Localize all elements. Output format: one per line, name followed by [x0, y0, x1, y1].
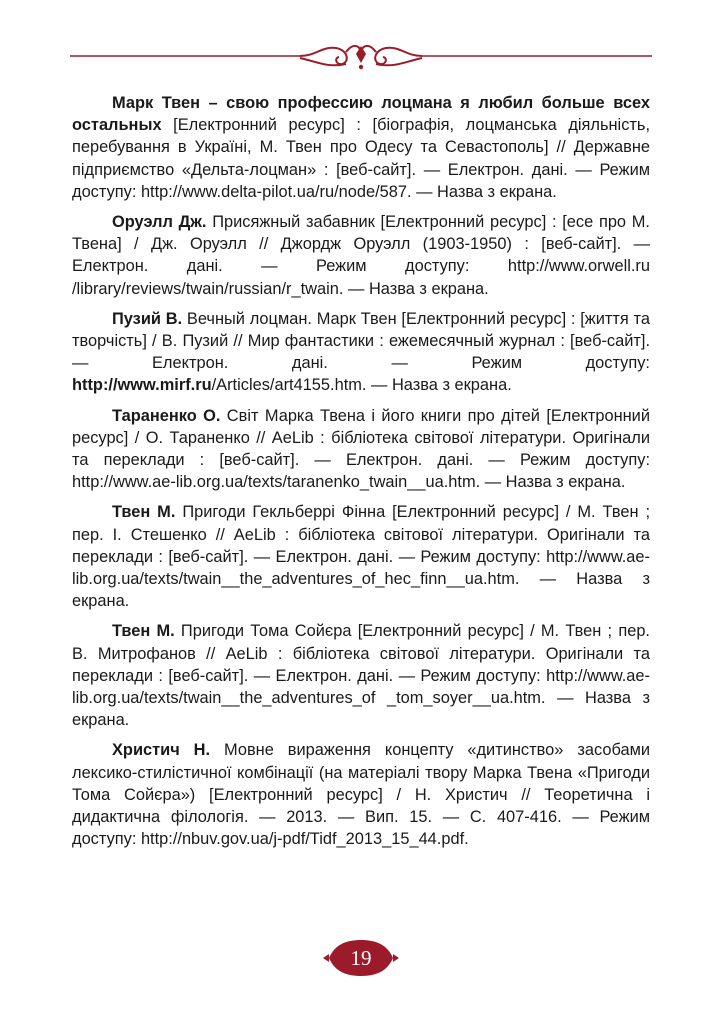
- entry-author: Твен М.: [112, 622, 175, 641]
- entry-author: Пузий В.: [112, 309, 183, 328]
- entry-text: Вечный лоцман. Марк Твен [Електронний ресурс] : [життя та творчість] / В. Пузий // Мир фантастики : ежемесячный журнал : [веб-сайт]. — Електрон. дані. — Режим доступу:: [72, 309, 650, 373]
- entry-text: Присяжный забавник [Електронний ресурс] : [есе про М. Твена] / Дж. Оруэлл // Джордж Оруэлл (1903-1950) : [веб-сайт]. — Електрон. дані. — Режим доступу: http://www.​orwell.ru /library/reviews/twain/russian/r_twain. — Назва з екрана.: [72, 213, 650, 298]
- entry-text: [Електронний ресурс] : [біографія, лоцманська діяльність, перебування в Україні, М. Твен про Одесу та Севастополь] // Державне підприємство «Дельта-лоцман» : [веб-сайт]. — Електрон. дані. — Режим доступу: http://www.delta-pilot.​ua/ru/node/587. — Назва з екрана.: [72, 116, 650, 201]
- entry-author: Тараненко О.: [112, 406, 221, 425]
- entry-text: Пригоди Тома Сойєра [Електронний ресурс] / М. Твен ; пер. В. Митрофанов // AeLib : бібліотека світової літератури. Оригінали та переклади : [веб-сайт]. — Електрон. дані. — Режим доступу: http://www.ae-lib.org.ua/texts/twain__​the_adventures_of _tom_soyer__ua.htm. — Назва з екрана.: [72, 622, 650, 730]
- bibliography-entry: [72, 739, 650, 850]
- entry-author: Христич Н.: [112, 741, 211, 760]
- bibliography-entry: [72, 308, 650, 397]
- entry-text: Пригоди Гекльберрі Фінна [Електронний ресурс] / М. Твен ; пер. І. Стешенко // AeLib : бібліотека світової літератури. Оригінали та переклади : [веб-сайт]. — Електрон. дані. — Режим доступу: http://www.ae-lib.org.ua/texts/twain__the_adventures_of​_hec_finn__ua.htm. — Назва з екрана.: [72, 503, 650, 611]
- bibliography-entry: [72, 92, 650, 203]
- bibliography-entry: [72, 405, 650, 494]
- bibliography-list: [72, 92, 650, 859]
- entry-link-bold: http://www.mirf.ru: [72, 376, 212, 395]
- bibliography-entry: [72, 620, 650, 731]
- bibliography-entry: [72, 501, 650, 612]
- page-number-badge: [321, 938, 401, 978]
- entry-link-rest: /Articles/art4155.htm. — Назва з екрана.: [211, 376, 512, 395]
- entry-author: Твен М.: [112, 503, 176, 522]
- entry-author: Оруэлл Дж.: [112, 213, 207, 232]
- bibliography-entry: [72, 211, 650, 300]
- entry-author: Марк Твен – свою профессию лоцмана я любил больше всех остальных: [72, 94, 650, 135]
- entry-text: Мовне вираження концепту «дитинство» засобами лексико-стилістичної комбінації (на матеріалі твору Марка Твена «Пригоди Тома Сойєра») [Електронний ресурс] / Н. Христич // Теоретична і дидактична філологія. — 2013. — Вип. 15. — С. 407-416. — Режим доступу: http://nbuv.gov.ua/j-pdf/​Tidf_2013_15_44.pdf.: [72, 741, 650, 849]
- floral-ornament-icon: [0, 36, 722, 76]
- page-number: 19: [350, 946, 372, 970]
- entry-text: Світ Марка Твена і його книги про дітей [Електронний ресурс] / О. Тараненко // AeLib : бібліотека світової літератури. Оригінали та переклади : [веб-сайт]. — Електрон. дані. — Режим доступу: http://www.ae-lib.org.ua/texts/taranenko_​twain__ua.htm. — Назва з екрана.: [72, 406, 650, 492]
